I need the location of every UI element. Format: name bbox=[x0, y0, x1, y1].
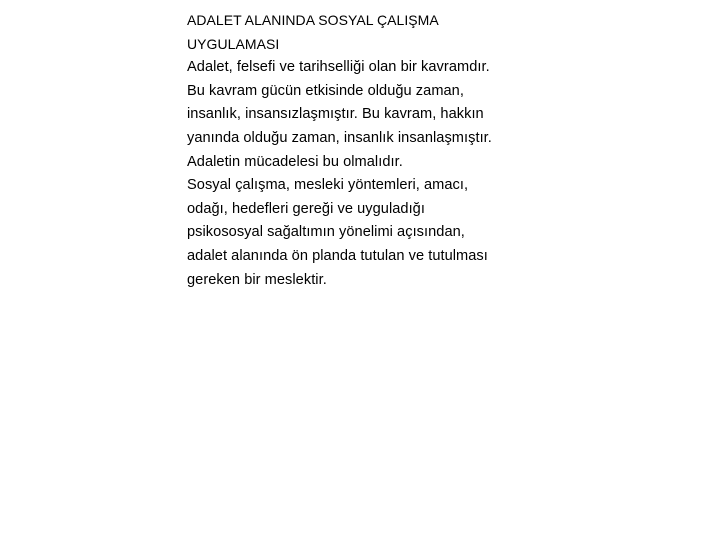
paragraph-2-line: Sosyal çalışma, mesleki yöntemleri, amacı, bbox=[187, 177, 469, 194]
title-line-1: ADALET ALANINDA SOSYAL ÇALIŞMA bbox=[187, 12, 439, 28]
paragraph-2-line: gereken bir meslektir. bbox=[187, 271, 327, 288]
text-block bbox=[187, 9, 567, 292]
paragraph-1-line: yanında olduğu zaman, insanlık insanlaşmıştır. bbox=[187, 129, 492, 146]
paragraph-2-line: adalet alanında ön planda tutulan ve tutulması bbox=[187, 247, 488, 264]
paragraph-1-line: insanlık, insansızlaşmıştır. Bu kavram, hakkın bbox=[187, 106, 484, 123]
paragraph-2-line: odağı, hedefleri gereği ve uyguladığı bbox=[187, 200, 425, 217]
paragraph-2-line: psikososyal sağaltımın yönelimi açısından, bbox=[187, 224, 465, 241]
paragraph-1-line: Bu kavram gücün etkisinde olduğu zaman, bbox=[187, 82, 464, 99]
title-line-2: UYGULAMASI bbox=[187, 35, 280, 52]
paragraph-1-line: Adalet, felsefi ve tarihselliği olan bir kavramdır. bbox=[187, 59, 490, 76]
paragraph-1-line: Adaletin mücadelesi bu olmalıdır. bbox=[187, 153, 403, 170]
